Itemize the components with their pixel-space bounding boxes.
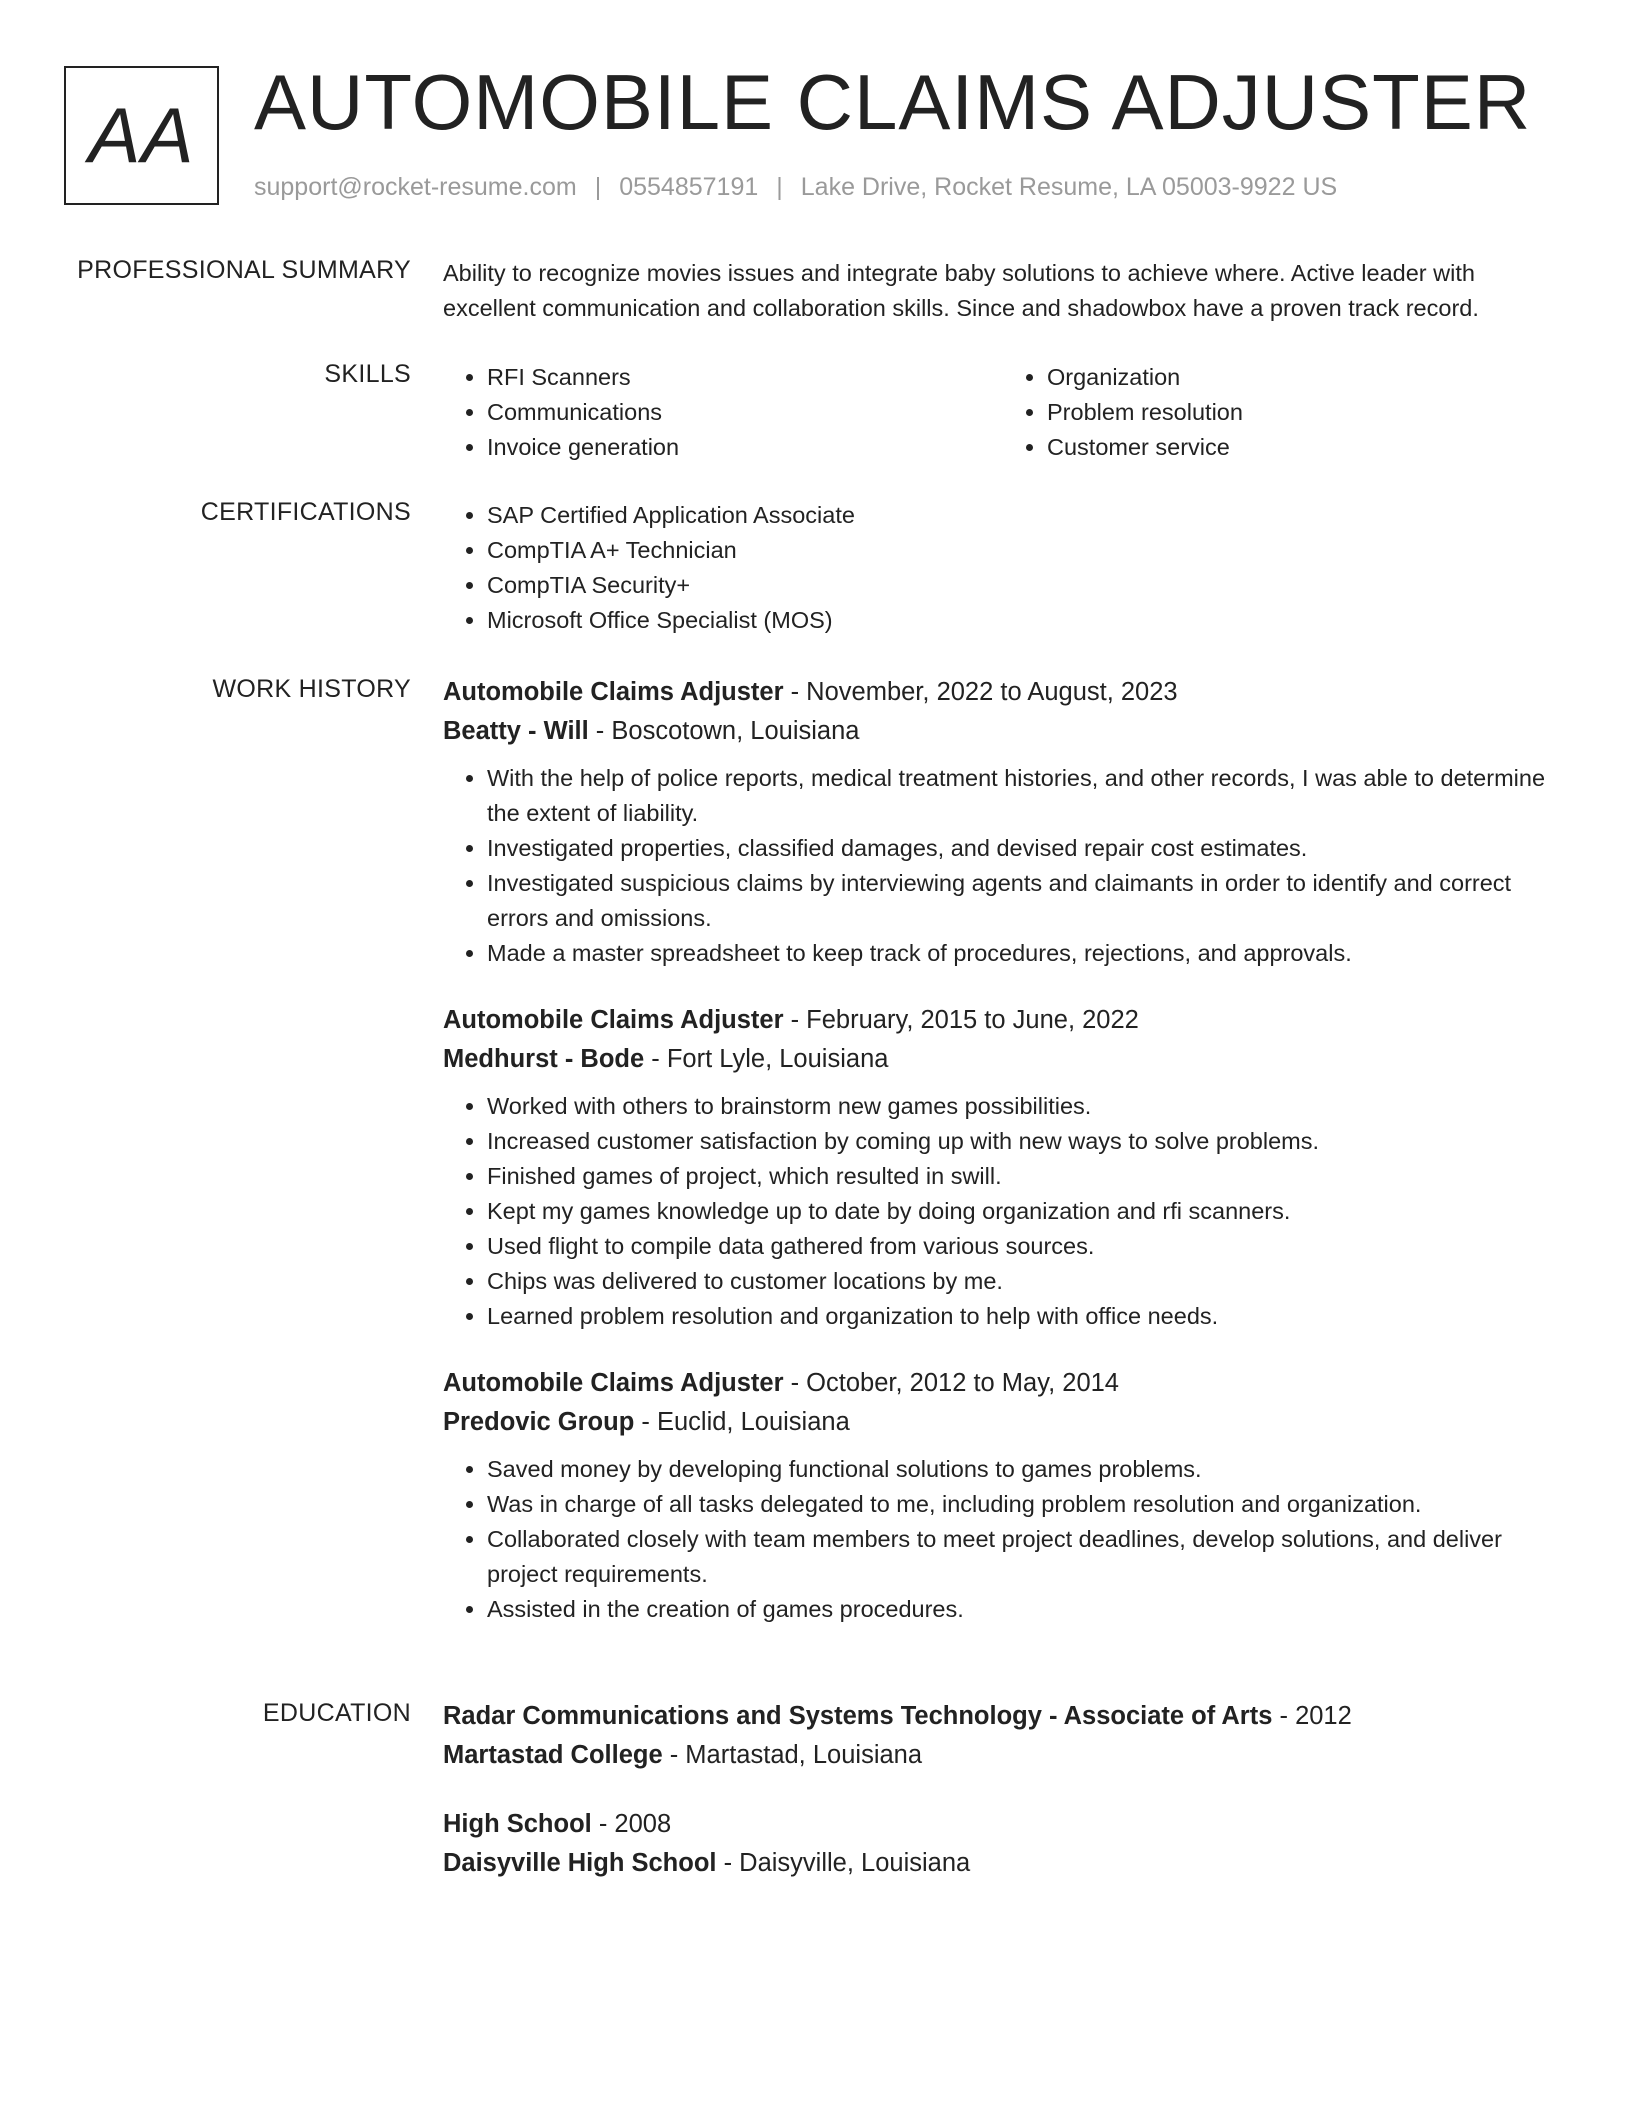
education-body [443, 1697, 1563, 1913]
skill-item: • Organization [1047, 360, 1563, 395]
job-title: Automobile Claims Adjuster [443, 678, 784, 706]
section-label-certifications: CERTIFICATIONS [200, 498, 411, 526]
job-entry [443, 1001, 1563, 1334]
certification-item: • Microsoft Office Specialist (MOS) [487, 603, 1563, 638]
job-location: - Fort Lyle, Louisiana [644, 1045, 889, 1073]
job-entry [443, 673, 1563, 971]
education-school: Martastad College [443, 1741, 663, 1769]
job-employer-line [443, 712, 1563, 751]
contact-line [254, 173, 1337, 202]
education-year: - 2008 [591, 1810, 672, 1838]
job-bullet: • Used flight to compile data gathered from various sources. [487, 1229, 1563, 1264]
education-school: Daisyville High School [443, 1849, 717, 1877]
job-employer-line [443, 1040, 1563, 1079]
job-bullet: • Finished games of project, which resulted in swill. [487, 1159, 1563, 1194]
section-label-education: EDUCATION [262, 1699, 411, 1727]
job-title-line [443, 1364, 1563, 1403]
resume-title: AUTOMOBILE CLAIMS ADJUSTER [254, 58, 1532, 146]
education-degree: High School [443, 1810, 592, 1838]
job-bullets [443, 1089, 1563, 1334]
section-label-skills: SKILLS [324, 360, 411, 388]
monogram-initials: AA [88, 91, 195, 179]
job-employer: Beatty - Will [443, 717, 589, 745]
job-title: Automobile Claims Adjuster [443, 1369, 784, 1397]
skills-list [443, 360, 1563, 465]
job-bullet: • Saved money by developing functional solutions to games problems. [487, 1452, 1563, 1487]
contact-phone[interactable]: 0554857191 [619, 173, 759, 201]
job-bullet: • Investigated properties, classified damages, and devised repair cost estimates. [487, 831, 1563, 866]
job-bullet: • Collaborated closely with team members to meet project deadlines, develop solutions, and deliver project requirements. [487, 1522, 1563, 1592]
certifications-body [443, 498, 1563, 638]
education-location: - Martastad, Louisiana [662, 1741, 923, 1769]
job-bullets [443, 761, 1563, 971]
certification-item: • CompTIA A+ Technician [487, 533, 1563, 568]
job-bullet: • With the help of police reports, medical treatment histories, and other records, I was able to determine the extent of liability. [487, 761, 1563, 831]
education-degree-line [443, 1697, 1563, 1736]
job-dates: - November, 2022 to August, 2023 [783, 678, 1178, 706]
education-degree-line [443, 1805, 1563, 1844]
skill-item: • Communications [487, 395, 1003, 430]
job-bullet: • Worked with others to brainstorm new games possibilities. [487, 1089, 1563, 1124]
job-title-line [443, 673, 1563, 712]
job-title-line [443, 1001, 1563, 1040]
job-title: Automobile Claims Adjuster [443, 1006, 784, 1034]
job-employer-line [443, 1403, 1563, 1442]
contact-separator: | [594, 173, 602, 201]
education-year: - 2012 [1272, 1702, 1352, 1730]
skill-item: • RFI Scanners [487, 360, 1003, 395]
section-label-summary: PROFESSIONAL SUMMARY [77, 256, 411, 284]
job-bullet: • Assisted in the creation of games procedures. [487, 1592, 1563, 1627]
job-bullet: • Was in charge of all tasks delegated to me, including problem resolution and organization. [487, 1487, 1563, 1522]
skills-column-2 [1003, 360, 1563, 465]
job-location: - Euclid, Louisiana [634, 1408, 850, 1436]
certifications-list [443, 498, 1563, 638]
job-dates: - October, 2012 to May, 2014 [783, 1369, 1119, 1397]
skill-item: • Invoice generation [487, 430, 1003, 465]
job-bullet: • Made a master spreadsheet to keep track of procedures, rejections, and approvals. [487, 936, 1563, 971]
job-bullets [443, 1452, 1563, 1627]
skill-item: • Problem resolution [1047, 395, 1563, 430]
job-employer: Predovic Group [443, 1408, 635, 1436]
job-bullet: • Chips was delivered to customer locations by me. [487, 1264, 1563, 1299]
skills-column-1 [443, 360, 1003, 465]
job-bullet: • Learned problem resolution and organization to help with office needs. [487, 1299, 1563, 1334]
certification-item: • CompTIA Security+ [487, 568, 1563, 603]
contact-address: Lake Drive, Rocket Resume, LA 05003-9922 US [800, 173, 1338, 201]
summary-text: Ability to recognize movies issues and integrate baby solutions to achieve where. Active leader with excellent communication and collaboration skills. Since and shadowbox have a proven track record. [443, 260, 1479, 321]
job-bullet: • Increased customer satisfaction by coming up with new ways to solve problems. [487, 1124, 1563, 1159]
education-entry [443, 1697, 1563, 1775]
certification-item: • SAP Certified Application Associate [487, 498, 1563, 533]
education-location: - Daisyville, Louisiana [716, 1849, 971, 1877]
job-bullet: • Investigated suspicious claims by interviewing agents and claimants in order to identify and correct errors and omissions. [487, 866, 1563, 936]
contact-email[interactable]: support@rocket-resume.com [254, 173, 577, 201]
education-degree: Radar Communications and Systems Technology - Associate of Arts [443, 1702, 1273, 1730]
education-school-line [443, 1844, 1563, 1883]
section-label-work-history: WORK HISTORY [212, 675, 411, 703]
contact-separator: | [776, 173, 783, 201]
job-location: - Boscotown, Louisiana [588, 717, 860, 745]
education-school-line [443, 1736, 1563, 1775]
work-history-body [443, 673, 1563, 1657]
job-dates: - February, 2015 to June, 2022 [783, 1006, 1139, 1034]
monogram-box [64, 66, 219, 205]
job-employer: Medhurst - Bode [443, 1045, 645, 1073]
job-entry [443, 1364, 1563, 1627]
skill-item: • Customer service [1047, 430, 1563, 465]
job-bullet: • Kept my games knowledge up to date by doing organization and rfi scanners. [487, 1194, 1563, 1229]
education-entry [443, 1805, 1563, 1883]
